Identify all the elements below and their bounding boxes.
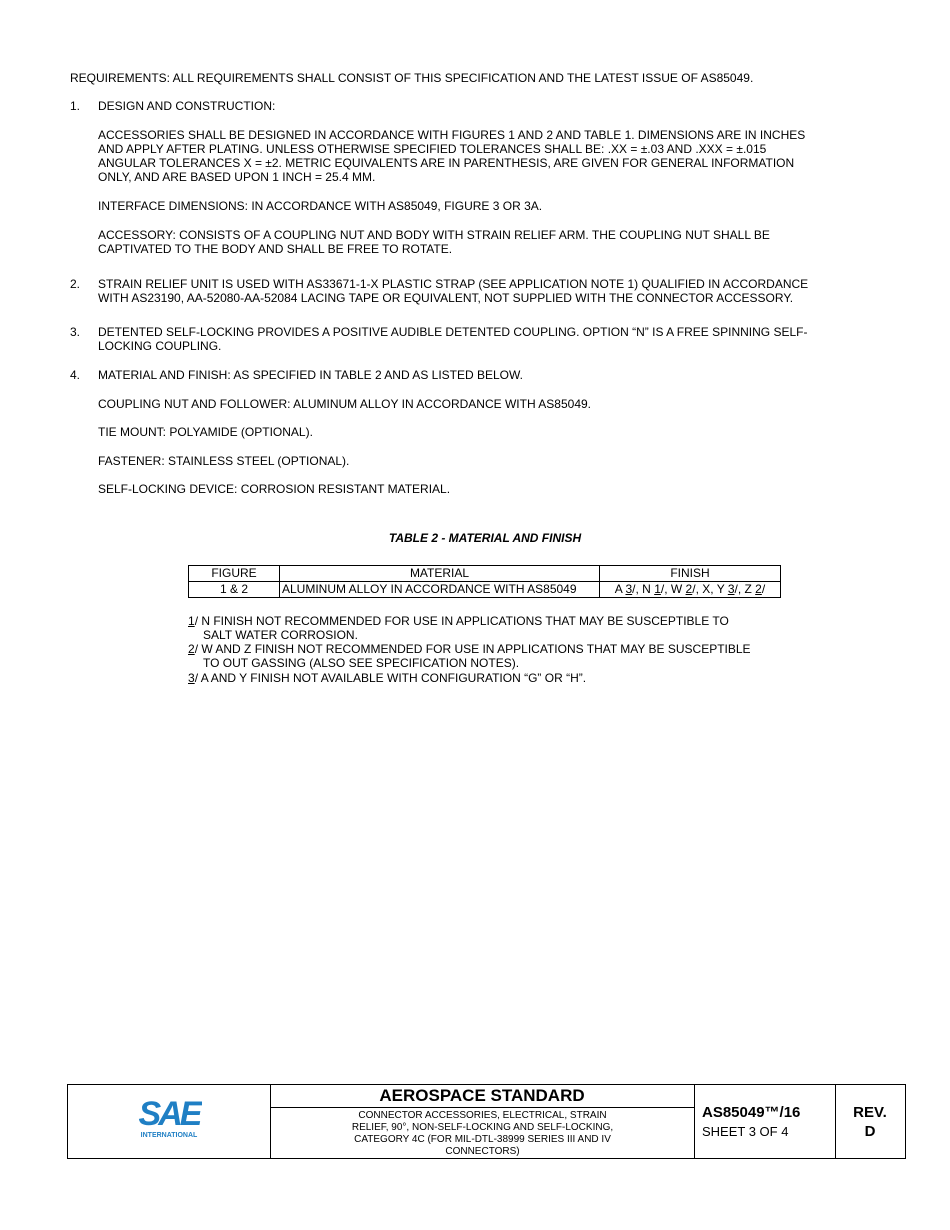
logo-cell [68,1085,271,1158]
text-line: ACCESSORIES SHALL BE DESIGNED IN ACCORDANCE WITH FIGURES 1 AND 2 AND TABLE 1. DIMENSIONS ARE IN INCHES [98,128,806,142]
title-cell [270,1085,695,1158]
text-line: STRAIN RELIEF UNIT IS USED WITH AS33671-1-X PLASTIC STRAP (SEE APPLICATION NOTE 1) QUALIFIED IN ACCORDANCE [98,277,809,291]
text-line: ONLY, AND ARE BASED UPON 1 INCH = 25.4 MM. [98,170,376,184]
text-line: DETENTED SELF-LOCKING PROVIDES A POSITIVE AUDIBLE DETENTED COUPLING. OPTION “N” IS A FREE SPINNING SELF- [98,325,808,339]
sae-logo [138,1095,202,1139]
note-mark: 2 [188,642,195,656]
text-line: AND APPLY AFTER PLATING. UNLESS OTHERWISE SPECIFIED TOLERANCES SHALL BE: .XX = ±.03 AND .XXX = ±.015 [98,142,767,156]
table-note [188,671,788,685]
note-text: SALT WATER CORROSION. [203,628,358,642]
cell-finish [600,582,781,598]
finish-text: /, W [660,582,686,596]
note-text: TO OUT GASSING (ALSO SEE SPECIFICATION NOTES). [203,656,520,670]
section-title: MATERIAL AND FINISH: AS SPECIFIED IN TABLE 2 AND AS LISTED BELOW. [98,368,524,382]
description-line: RELIEF, 90°, NON-SELF-LOCKING AND SELF-LOCKING, [351,1122,614,1133]
doc-number-cell [694,1085,836,1158]
table-title: TABLE 2 - MATERIAL AND FINISH [388,531,582,545]
finish-text: /, X, Y [692,582,728,596]
finish-text: A [614,582,626,596]
table-header-row [189,566,781,582]
document-description [330,1110,635,1158]
header-finish: FINISH [600,566,781,582]
interface-paragraph: INTERFACE DIMENSIONS: IN ACCORDANCE WITH AS85049, FIGURE 3 OR 3A. [98,199,543,213]
table-note [188,614,788,642]
revision-value: D [864,1123,876,1140]
sae-logo-mark: SAE [138,1095,200,1133]
section-number: 4. [70,368,81,382]
revision-label: REV. [853,1104,887,1121]
text-line: CAPTIVATED TO THE BODY AND SHALL BE FREE TO ROTATE. [98,242,453,256]
design-paragraph [98,128,843,184]
finish-note-mark: 2 [685,582,693,596]
description-line: CONNECTORS) [445,1146,520,1157]
text-line: ANGULAR TOLERANCES X = ±2. METRIC EQUIVALENTS ARE IN PARENTHESIS, ARE GIVEN FOR GENERAL INFORMATION [98,156,795,170]
description-line: CATEGORY 4C (FOR MIL-DTL-38999 SERIES III AND IV [354,1134,611,1145]
header-figure: FIGURE [189,566,280,582]
text-line: LOCKING COUPLING. [98,339,222,353]
self-locking-paragraph [98,325,843,353]
revision-cell [835,1085,905,1158]
table-note [188,642,788,670]
sae-logo-text: INTERNATIONAL [140,1132,198,1139]
finish-note-mark: 1 [654,582,661,596]
finish-text: / [761,582,766,596]
material-paragraph: SELF-LOCKING DEVICE: CORROSION RESISTANT MATERIAL. [98,482,451,496]
finish-text: /, N [632,582,655,596]
requirements-text: REQUIREMENTS: ALL REQUIREMENTS SHALL CONSIST OF THIS SPECIFICATION AND THE LATEST ISSUE OF AS85049. [70,71,754,85]
note-mark: 1 [188,614,195,628]
text-line: ACCESSORY: CONSISTS OF A COUPLING NUT AND BODY WITH STRAIN RELIEF ARM. THE COUPLING NUT SHALL BE [98,228,770,242]
header-material: MATERIAL [280,566,600,582]
note-text: / A AND Y FINISH NOT AVAILABLE WITH CONFIGURATION “G” OR “H”. [194,671,587,685]
note-text: / N FINISH NOT RECOMMENDED FOR USE IN APPLICATIONS THAT MAY BE SUSCEPTIBLE TO [194,614,729,628]
section-title: DESIGN AND CONSTRUCTION: [98,99,276,113]
doc-number: AS85049™/16 [702,1104,801,1121]
material-paragraph: FASTENER: STAINLESS STEEL (OPTIONAL). [98,454,350,468]
section-number: 2. [70,277,81,291]
sheet-number: SHEET 3 OF 4 [702,1124,789,1139]
cell-material: ALUMINUM ALLOY IN ACCORDANCE WITH AS85049 [280,582,600,598]
finish-note-mark: 3 [727,582,735,596]
section-number: 3. [70,325,81,339]
material-finish-table [188,565,781,598]
cell-figure: 1 & 2 [189,582,280,598]
standard-title: AEROSPACE STANDARD [270,1085,694,1108]
material-paragraph: TIE MOUNT: POLYAMIDE (OPTIONAL). [98,425,313,439]
text-line: WITH AS23190, AA-52080-AA-52084 LACING TAPE OR EQUIVALENT, NOT SUPPLIED WITH THE CONNECTOR ACCESSORY. [98,291,794,305]
description-line: CONNECTOR ACCESSORIES, ELECTRICAL, STRAIN [358,1110,607,1121]
strain-relief-paragraph [98,277,843,305]
section-number: 1. [70,99,81,113]
finish-note-mark: 3 [625,582,633,596]
accessory-paragraph [98,228,843,256]
material-paragraph: COUPLING NUT AND FOLLOWER: ALUMINUM ALLOY IN ACCORDANCE WITH AS85049. [98,397,592,411]
title-block [67,1084,906,1159]
finish-text: /, Z [734,582,756,596]
finish-note-mark: 2 [755,582,762,596]
note-mark: 3 [188,671,195,685]
note-text: / W AND Z FINISH NOT RECOMMENDED FOR USE IN APPLICATIONS THAT MAY BE SUSCEPTIBLE [194,642,751,656]
revision [835,1103,905,1141]
table-row [189,582,781,598]
